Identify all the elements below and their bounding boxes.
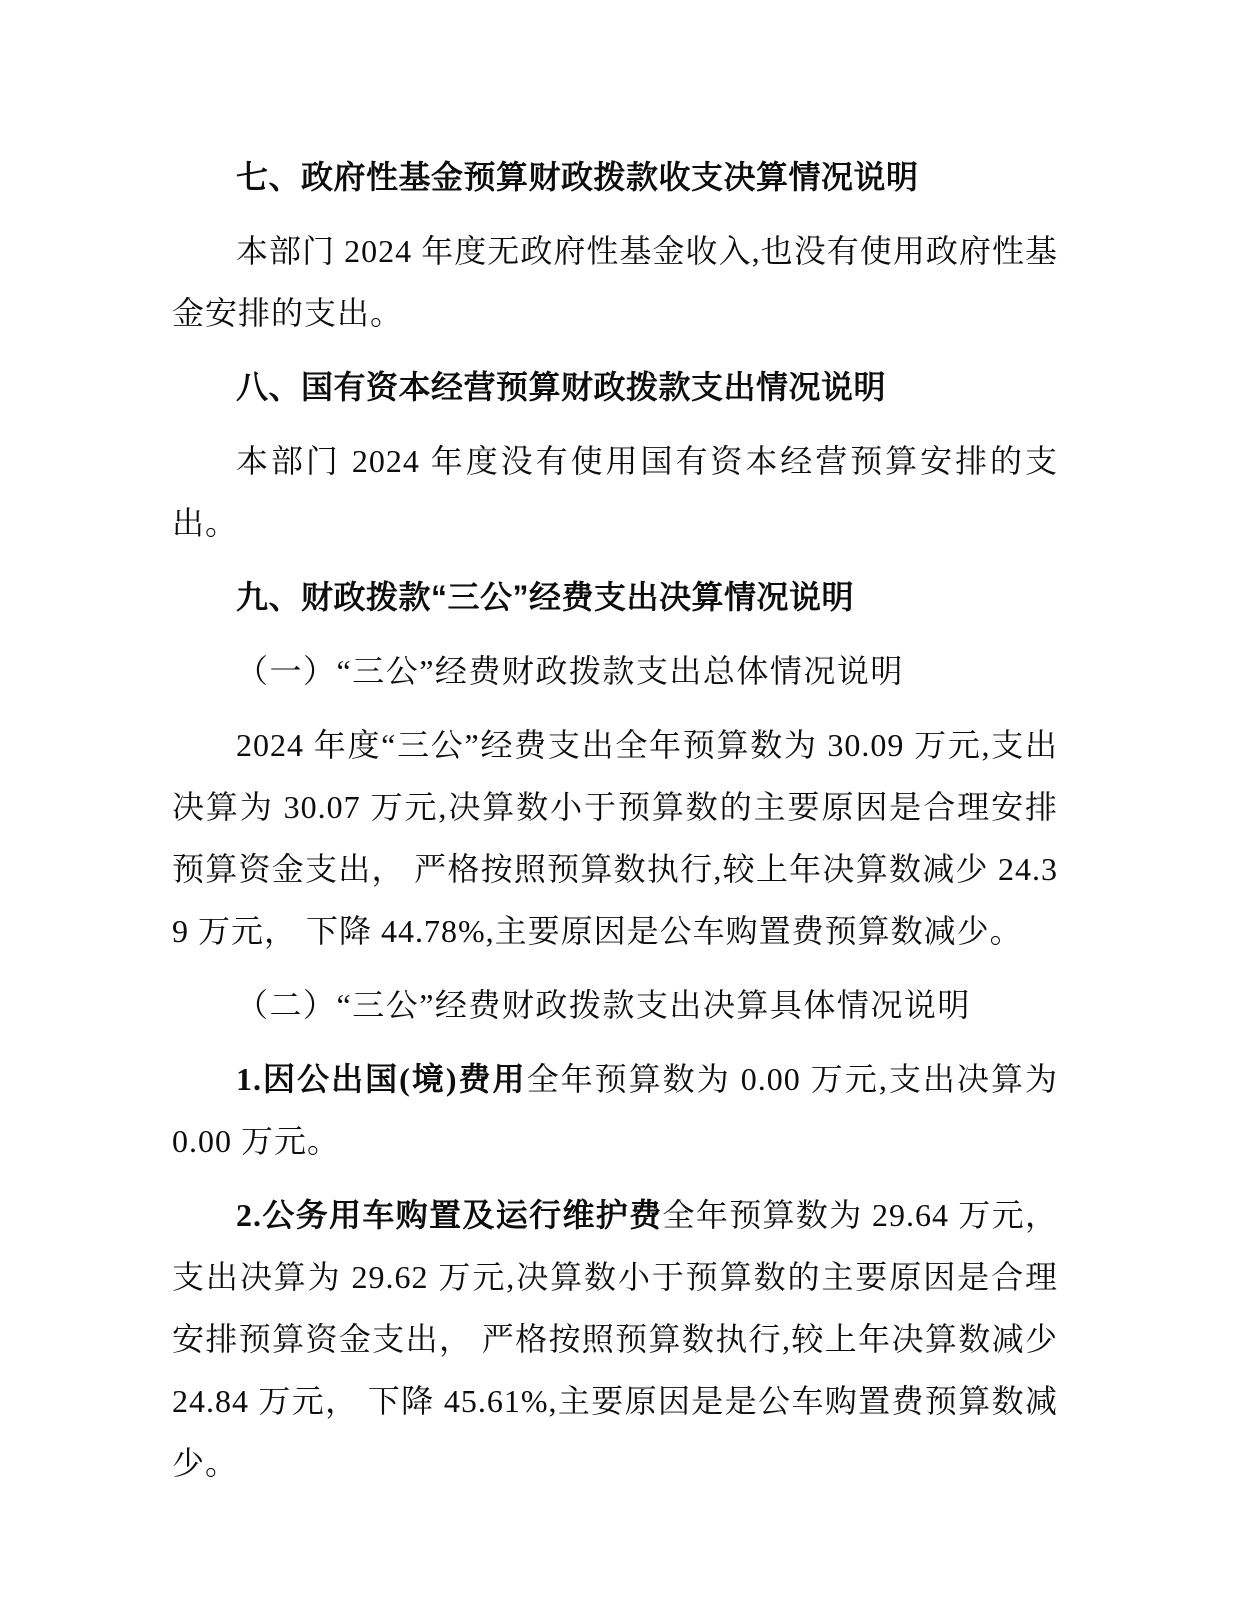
section-heading-nine: 九、财政拨款“三公”经费支出决算情况说明 (236, 579, 855, 615)
paragraph-state-capital: 本部门 2024 年度没有使用国有资本经营预算安排的支出。 (172, 443, 1058, 541)
section-heading-seven: 七、政府性基金预算财政拨款收支决算情况说明 (236, 159, 919, 195)
paragraph-abroad-expense (172, 1048, 1058, 1172)
paragraph-three-public-overall: 2024 年度“三公”经费支出全年预算数为 30.09 万元,支出决算为 30.07 万元,决算数小于预算数的主要原因是合理安排预算资金支出， 严格按照预算数执行,较上年决算数减少 24.39 万元， 下降 44.78%,主要原因是公车购置费预算数减少。 (172, 727, 1058, 949)
paragraph-vehicle-expense (172, 1184, 1058, 1494)
bold-lead-abroad-expense: 1.因公出国(境)费用 (236, 1061, 527, 1097)
subheading-overall-situation: （一）“三公”经费财政拨款支出总体情况说明 (236, 653, 904, 689)
section-heading-eight: 八、国有资本经营预算财政拨款支出情况说明 (236, 369, 887, 405)
paragraph-rest-vehicle-expense: 全年预算数为 29.64 万元，支出决算为 29.62 万元,决算数小于预算数的主要原因是合理安排预算资金支出， 严格按照预算数执行,较上年决算数减少 24.84 万元， 下降 45.61%,主要原因是是公车购置费预算数减少。 (172, 1197, 1058, 1481)
paragraph-gov-fund: 本部门 2024 年度无政府性基金收入,也没有使用政府性基金安排的支出。 (172, 233, 1058, 331)
bold-lead-vehicle-expense: 2.公务用车购置及运行维护费 (236, 1197, 663, 1233)
paragraph-rest-abroad-expense: 全年预算数为 0.00 万元,支出决算为 0.00 万元。 (172, 1061, 1058, 1159)
subheading-specific-situation: （二）“三公”经费财政拨款支出决算具体情况说明 (236, 987, 971, 1023)
